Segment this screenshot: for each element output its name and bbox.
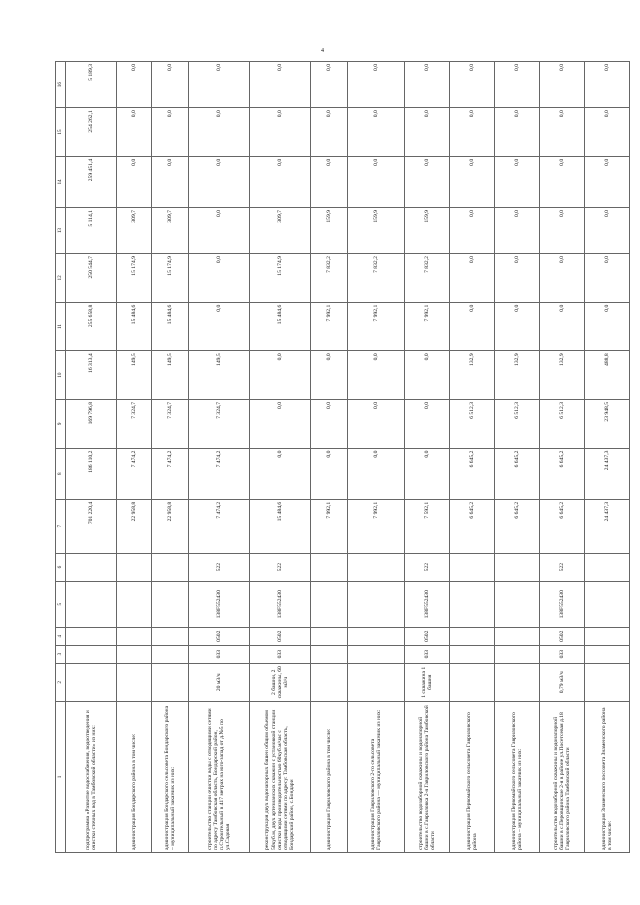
table-cell: 0,0 [189,254,250,303]
table-body [56,62,630,853]
table-cell: 0,0 [250,62,311,108]
table-cell: 7 992,1 [348,302,405,351]
table-cell: строительство станции очистки воды с отводящими сетями по адресу Тамбовская область, Бондарский район, п.Строительный в 417 метрах на юго-запад от д.№5 по ул.Садовая [189,701,250,852]
table-cell: 309,7 [152,208,189,254]
table-cell: 0,0 [189,62,250,108]
table-cell: 20 м3/ч [189,663,250,701]
table-cell: 0,0 [405,448,450,499]
table-cell: 0,0 [585,208,630,254]
table-cell: 7 592,1 [405,499,450,553]
table-row [311,62,348,853]
table-cell: 0,0 [311,62,348,108]
table-cell: 7 324,7 [189,399,250,448]
table-cell: 7 324,7 [152,399,189,448]
table-cell: 0,0 [117,62,152,108]
table-cell: администрация Знаменского поссовета Знаменского района в том числе: [585,701,630,852]
table-cell: 6 512,3 [540,399,585,448]
table-cell: 7 474,2 [189,499,250,553]
table-cell: 0,0 [450,108,495,157]
column-number: 16 [56,62,66,108]
table-cell: 0,0 [250,351,311,400]
table-cell: 0502 [405,627,450,645]
table-cell [311,581,348,627]
table-cell [495,581,540,627]
table-cell [450,627,495,645]
column-number: 8 [56,448,66,499]
table-cell [311,627,348,645]
table-cell: 522 [250,553,311,581]
table-cell: 7 992,1 [405,302,450,351]
table-cell: 22 958,8 [117,499,152,553]
table-cell [152,627,189,645]
table-cell: 0,0 [311,448,348,499]
table-cell [585,663,630,701]
table-cell [311,645,348,663]
table-cell [117,627,152,645]
table-cell: 138F552430 [189,581,250,627]
table-cell: 6 645,2 [450,499,495,553]
table-cell: 0,0 [311,108,348,157]
table-cell: 701 220,4 [66,499,117,553]
table-row [405,62,450,853]
table-cell: 0,0 [540,208,585,254]
table-cell [152,553,189,581]
table-cell: 6 645,2 [540,448,585,499]
table-cell: 0,0 [348,351,405,400]
table-cell: 5 114,1 [66,208,117,254]
table-cell: 488,8 [585,351,630,400]
table-cell: администрация Бондарского района в том числе: [117,701,152,852]
table-cell: 159,9 [311,208,348,254]
table-cell: 7 832,2 [348,254,405,303]
table-cell: 0,0 [450,208,495,254]
table-cell [450,581,495,627]
table-cell: 7 992,1 [348,499,405,553]
table-row [540,62,585,853]
table-cell: 522 [405,553,450,581]
table-cell [348,553,405,581]
table-row [117,62,152,853]
table-cell: 149,5 [152,351,189,400]
table-cell: 7 474,2 [117,448,152,499]
table-cell: 0,0 [540,62,585,108]
table-cell: 7 992,1 [311,302,348,351]
table-cell: 7 992,1 [311,499,348,553]
table-cell [311,663,348,701]
table-cell: 522 [540,553,585,581]
table-cell: 138F552430 [540,581,585,627]
rotated-table-container [55,61,628,853]
table-cell: 0,0 [311,351,348,400]
table-cell: 138F552430 [405,581,450,627]
table-cell [152,663,189,701]
table-cell [66,553,117,581]
table-cell [348,627,405,645]
table-row [450,62,495,853]
table-cell [348,663,405,701]
table-cell: администрация Первомайского сельсовета Гавриловского района – муниципальный заказчик из них: [495,701,540,852]
table-cell: 138F552430 [250,581,311,627]
budget-table [55,61,630,853]
table-cell [66,581,117,627]
table-cell: 6 645,2 [540,499,585,553]
table-cell: 250 544,7 [66,254,117,303]
table-cell: 0,0 [450,302,495,351]
table-cell: 0,0 [117,108,152,157]
table-cell: 0,0 [450,254,495,303]
table-cell: 0,0 [189,156,250,207]
table-cell [152,645,189,663]
table-cell: 0,0 [540,108,585,157]
table-cell: 15 174,9 [117,254,152,303]
table-cell [495,627,540,645]
table-cell: 24 437,3 [585,448,630,499]
table-cell: 7 832,2 [405,254,450,303]
column-number: 5 [56,581,66,627]
table-cell [495,553,540,581]
table-cell: 0,0 [585,108,630,157]
table-cell: 0,0 [540,156,585,207]
table-cell: 0,0 [495,208,540,254]
table-cell: 0,0 [348,62,405,108]
table-row [189,62,250,853]
table-cell: 0,0 [405,108,450,157]
column-number: 11 [56,302,66,351]
table-cell: 6 645,2 [495,499,540,553]
column-number: 7 [56,499,66,553]
table-cell: 15 484,6 [117,302,152,351]
page-number: 4 [321,48,324,54]
table-cell: 24 437,3 [585,499,630,553]
table-cell: 033 [540,645,585,663]
table-cell: 7 474,2 [152,448,189,499]
table-cell: 15 484,6 [152,302,189,351]
table-cell [66,645,117,663]
table-cell [117,581,152,627]
table-cell: 0502 [250,627,311,645]
column-number: 10 [56,351,66,400]
column-number: 1 [56,701,66,852]
table-cell: 0,0 [450,156,495,207]
table-cell [585,581,630,627]
table-cell: 0502 [189,627,250,645]
table-cell: реконструкция двух водонапорных башен общим объемом 50куб.м, двух артезианских скважин с установкой станции очистки воды производительностью 60куб.м/час с отводящими сетями по адресу: Тамбовская область, Бондарский район, с.Бондари [250,701,311,852]
table-cell [117,553,152,581]
table-cell: 033 [405,645,450,663]
table-cell: 309,7 [117,208,152,254]
table-cell: 0,0 [311,156,348,207]
table-cell: 0,0 [405,156,450,207]
table-row [250,62,311,853]
table-cell [152,581,189,627]
table-cell: 0,0 [189,208,250,254]
table-cell: 186 110,2 [66,448,117,499]
table-cell: 6 512,3 [450,399,495,448]
table-cell: 0,0 [495,156,540,207]
table-cell: 7 474,2 [189,448,250,499]
table-cell: 15 484,6 [250,499,311,553]
table-cell [450,645,495,663]
column-number: 12 [56,254,66,303]
table-cell: 0502 [540,627,585,645]
table-cell: 15 174,9 [250,254,311,303]
table-cell [66,627,117,645]
column-number: 4 [56,627,66,645]
table-cell: 0,0 [405,62,450,108]
table-cell: 0,0 [495,62,540,108]
table-cell: 0,0 [152,108,189,157]
table-cell: 255 658,8 [66,302,117,351]
table-cell: администрация Бондарского сельсовета Бондарского района – муниципальный заказчик из них: [152,701,189,852]
table-cell: 0,0 [585,156,630,207]
table-cell: 7 324,7 [117,399,152,448]
table-row [495,62,540,853]
table-cell: подпрограмма «Развитие водоснабжения, водоотведения и очистки сточных вод в Тамбовской области» из них: [66,701,117,852]
table-cell: 0,0 [585,254,630,303]
table-row [152,62,189,853]
table-cell: 0,0 [405,351,450,400]
column-number: 2 [56,663,66,701]
table-cell: 6 645,2 [495,448,540,499]
table-cell: администрация Гавриловского 2-го сельсовета Гавриловского района — муниципальный заказчик из них: [348,701,405,852]
table-cell: 0,0 [250,108,311,157]
table-cell [117,645,152,663]
column-number: 6 [56,553,66,581]
table-cell: 0,0 [189,108,250,157]
table-cell: 0,0 [450,62,495,108]
table-cell [495,663,540,701]
table-cell [117,663,152,701]
table-cell: 033 [189,645,250,663]
table-cell [348,581,405,627]
table-cell: строительство водозаборной скважины и водонапорной башни в с.Перовщинские 2-я в районе ул.Посетсевая д.18 Гавриловского района Тамбовской области [540,701,585,852]
table-cell: 15 484,6 [250,302,311,351]
table-cell: 169 796,8 [66,399,117,448]
table-cell: 149,5 [117,351,152,400]
table-cell: 23 948,5 [585,399,630,448]
table-cell [450,553,495,581]
table-cell: 22 958,8 [152,499,189,553]
table-row [585,62,630,853]
column-number: 15 [56,108,66,157]
table-cell: 0,0 [348,399,405,448]
table-cell [585,553,630,581]
table-cell: 0,0 [495,108,540,157]
table-cell: 0,0 [495,302,540,351]
table-cell: 0,0 [540,254,585,303]
table-cell [348,645,405,663]
table-cell: 0,0 [189,302,250,351]
table-cell: 159,9 [405,208,450,254]
table-cell: 0,0 [348,108,405,157]
table-cell: администрация Первомайского сельсовета Гавриловского района [450,701,495,852]
table-cell: 033 [250,645,311,663]
table-cell: 132,9 [450,351,495,400]
table-cell: 0,0 [495,254,540,303]
table-row [348,62,405,853]
table-cell: 0,0 [585,62,630,108]
table-cell: 159,9 [348,208,405,254]
table-cell: 0,0 [152,62,189,108]
table-cell: 0,0 [152,156,189,207]
table-cell [66,663,117,701]
table-row [66,62,117,853]
table-header-row [56,62,66,853]
table-cell: 7 832,2 [311,254,348,303]
table-cell: 254 262,1 [66,108,117,157]
table-cell: 0,79 м3/ч [540,663,585,701]
table-cell: 0,0 [348,448,405,499]
table-cell: 309,7 [250,208,311,254]
column-number: 14 [56,156,66,207]
table-cell: 15 174,9 [152,254,189,303]
table-cell: 0,0 [250,156,311,207]
table-cell [585,645,630,663]
table-cell: 0,0 [405,399,450,448]
table-cell: 522 [189,553,250,581]
table-cell: 5 189,3 [66,62,117,108]
table-cell: 0,0 [585,302,630,351]
table-cell [495,645,540,663]
table-cell: 132,9 [540,351,585,400]
table-cell: 6 512,3 [495,399,540,448]
table-cell: 132,9 [495,351,540,400]
table-cell: 0,0 [117,156,152,207]
table-cell [585,627,630,645]
table-cell: 0,0 [250,399,311,448]
column-number: 13 [56,208,66,254]
table-cell: 0,0 [250,448,311,499]
table-cell [450,663,495,701]
table-cell: 2 башни, 2 скважины, 60 м3/ч [250,663,311,701]
table-cell: 259 451,4 [66,156,117,207]
table-cell: 6 645,2 [450,448,495,499]
table-cell: строительство водозаборной скважины и водонапорной башни в с.Гавриловка 2-я Гавриловского района Тамбовской области [405,701,450,852]
table-cell: 16 313,4 [66,351,117,400]
table-cell: администрация Гавриловского района в том числе: [311,701,348,852]
table-cell: 1 скважина 1 башня [405,663,450,701]
column-number: 9 [56,399,66,448]
table-cell: 0,0 [348,156,405,207]
column-number: 3 [56,645,66,663]
table-cell [311,553,348,581]
table-cell: 0,0 [311,399,348,448]
table-cell: 0,0 [540,302,585,351]
table-cell: 149,5 [189,351,250,400]
